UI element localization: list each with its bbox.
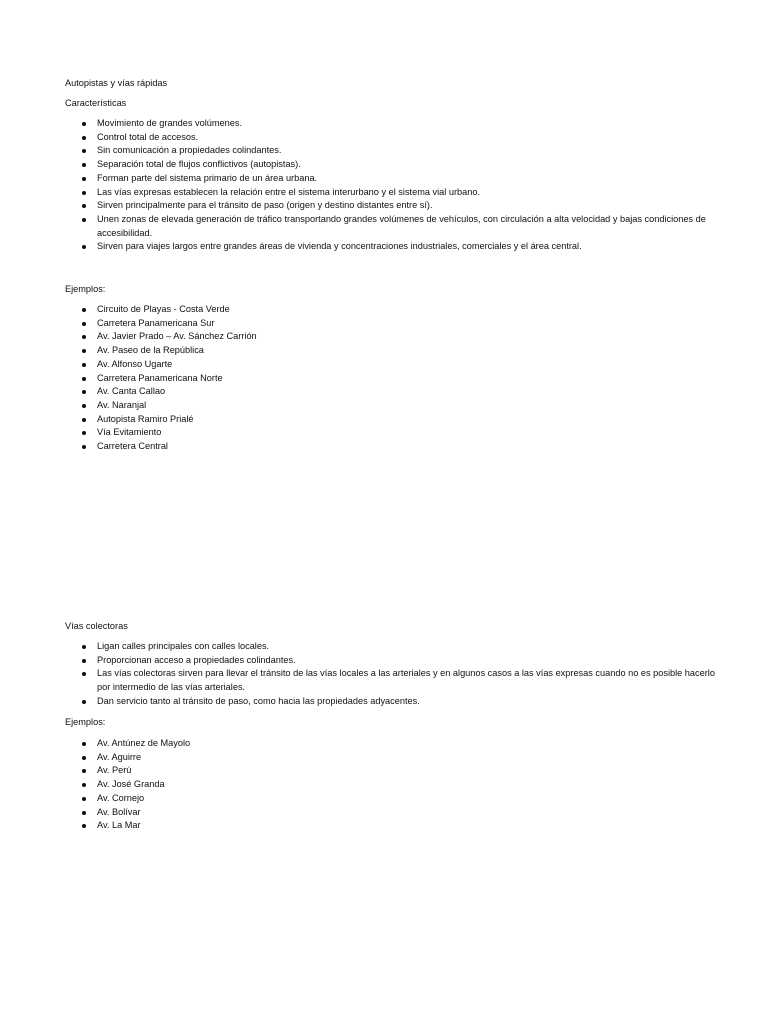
bullet-icon bbox=[82, 700, 86, 704]
bullet-icon bbox=[82, 218, 86, 222]
list-item bbox=[65, 303, 715, 317]
characteristics-list-block bbox=[65, 117, 715, 254]
bullet-icon bbox=[82, 659, 86, 663]
examples-list bbox=[65, 737, 715, 833]
bullet-icon bbox=[82, 824, 86, 828]
colectoras-examples-label-block bbox=[65, 716, 715, 729]
bullet-icon bbox=[82, 122, 86, 126]
section-title: Vías colectoras bbox=[65, 621, 128, 631]
section-colectoras-title-block bbox=[65, 620, 715, 633]
list-item bbox=[65, 751, 715, 765]
list-item-text: Carretera Panamericana Sur bbox=[97, 317, 215, 328]
bullet-icon bbox=[82, 308, 86, 312]
list-item bbox=[65, 654, 715, 668]
bullet-icon bbox=[82, 811, 86, 815]
list-item bbox=[65, 413, 715, 427]
list-item-text: Carretera Central bbox=[97, 441, 168, 452]
bullet-icon bbox=[82, 349, 86, 353]
list-item bbox=[65, 667, 715, 694]
characteristics-list bbox=[65, 640, 715, 709]
list-item bbox=[65, 819, 715, 833]
characteristics-label-block bbox=[65, 97, 715, 110]
list-item-text: Av. José Granda bbox=[97, 779, 165, 790]
bullet-icon bbox=[82, 136, 86, 140]
bullet-icon bbox=[82, 390, 86, 394]
list-item bbox=[65, 172, 715, 186]
list-item bbox=[65, 213, 715, 240]
list-item bbox=[65, 385, 715, 399]
list-item bbox=[65, 186, 715, 200]
list-item-text: Av. Javier Prado – Av. Sánchez Carrión bbox=[97, 331, 257, 342]
list-item-text: Movimiento de grandes volúmenes. bbox=[97, 118, 243, 128]
bullet-icon bbox=[82, 645, 86, 649]
list-item-text: Av. Antúnez de Mayolo bbox=[97, 738, 191, 748]
list-item-text: Av. Alfonso Ugarte bbox=[97, 358, 173, 369]
bullet-icon bbox=[82, 769, 86, 773]
bullet-icon bbox=[82, 149, 86, 153]
list-item bbox=[65, 199, 715, 213]
bullet-icon bbox=[82, 177, 86, 181]
list-item bbox=[65, 440, 715, 454]
bullet-icon bbox=[82, 404, 86, 408]
list-item bbox=[65, 158, 715, 172]
list-item bbox=[65, 792, 715, 806]
list-item-text: Proporcionan acceso a propiedades colindantes. bbox=[97, 654, 296, 665]
list-item bbox=[65, 358, 715, 372]
examples-label-block bbox=[65, 283, 715, 296]
list-item-text: Av. Canta Callao bbox=[97, 386, 166, 397]
list-item-text: Unen zonas de elevada generación de tráfico transportando grandes volúmenes de vehículos, con circulación a alta velocidad y bajas condiciones de accesibilidad. bbox=[97, 213, 706, 238]
bullet-icon bbox=[82, 418, 86, 422]
bullet-icon bbox=[82, 431, 86, 435]
list-item bbox=[65, 344, 715, 358]
list-item bbox=[65, 131, 715, 145]
list-item-text: Av. Naranjal bbox=[97, 399, 147, 410]
examples-list-block bbox=[65, 303, 715, 454]
bullet-icon bbox=[82, 756, 86, 760]
bullet-icon bbox=[82, 445, 86, 449]
characteristics-label: Características bbox=[65, 98, 127, 108]
list-item-text: Av. Perú bbox=[97, 765, 132, 776]
list-item bbox=[65, 144, 715, 158]
list-item-text: Control total de accesos. bbox=[97, 131, 199, 142]
list-item bbox=[65, 372, 715, 386]
list-item-text: Sirven para viajes largos entre grandes áreas de vivienda y concentraciones industriales, comerciales y el área central. bbox=[97, 241, 582, 252]
characteristics-list bbox=[65, 117, 715, 254]
list-item bbox=[65, 426, 715, 440]
bullet-icon bbox=[82, 377, 86, 381]
colectoras-examples-block bbox=[65, 737, 715, 833]
bullet-icon bbox=[82, 163, 86, 167]
list-item-text: Circuito de Playas - Costa Verde bbox=[97, 304, 230, 314]
list-item-text: Sin comunicación a propiedades colindantes. bbox=[97, 145, 282, 156]
bullet-icon bbox=[82, 322, 86, 326]
list-item-text: Las vías expresas establecen la relación entre el sistema interurbano y el sistema vial urbano. bbox=[97, 186, 481, 197]
list-item-text: Carretera Panamericana Norte bbox=[97, 372, 223, 383]
bullet-icon bbox=[82, 191, 86, 195]
list-item bbox=[65, 640, 715, 654]
bullet-icon bbox=[82, 204, 86, 208]
list-item-text: Av. Bolívar bbox=[97, 806, 141, 817]
list-item bbox=[65, 330, 715, 344]
list-item-text: Av. Aguirre bbox=[97, 751, 142, 762]
bullet-icon bbox=[82, 245, 86, 249]
list-item bbox=[65, 778, 715, 792]
list-item bbox=[65, 695, 715, 709]
examples-label: Ejemplos: bbox=[65, 284, 106, 294]
list-item bbox=[65, 117, 715, 131]
list-item-text: Av. Paseo de la República bbox=[97, 345, 204, 356]
list-item-text: Ligan calles principales con calles locales. bbox=[97, 641, 270, 651]
list-item-text: Av. La Mar bbox=[97, 820, 141, 831]
list-item-text: Sirven principalmente para el tránsito de paso (origen y destino distantes entre sí). bbox=[97, 200, 433, 211]
list-item bbox=[65, 737, 715, 751]
section-autopistas-title-block bbox=[65, 77, 715, 90]
list-item bbox=[65, 317, 715, 331]
list-item-text: Separación total de flujos conflictivos (autopistas). bbox=[97, 159, 301, 170]
section-title: Autopistas y vías rápidas bbox=[65, 78, 168, 88]
list-item-text: Autopista Ramiro Prialé bbox=[97, 413, 194, 424]
list-item-text: Las vías colectoras sirven para llevar el tránsito de las vías locales a las arteriales y en algunos casos a las vías expresas cuando no es posible hacerlo por intermedio de las vías arteriales. bbox=[97, 668, 715, 693]
bullet-icon bbox=[82, 797, 86, 801]
bullet-icon bbox=[82, 335, 86, 339]
bullet-icon bbox=[82, 742, 86, 746]
list-item bbox=[65, 240, 715, 254]
list-item-text: Av. Cornejo bbox=[97, 792, 145, 803]
colectoras-characteristics-block bbox=[65, 640, 715, 709]
list-item-text: Dan servicio tanto al tránsito de paso, como hacia las propiedades adyacentes. bbox=[97, 695, 420, 706]
examples-label: Ejemplos: bbox=[65, 717, 106, 727]
list-item bbox=[65, 806, 715, 820]
list-item bbox=[65, 764, 715, 778]
list-item-text: Vía Evitamiento bbox=[97, 427, 162, 438]
bullet-icon bbox=[82, 363, 86, 367]
examples-list bbox=[65, 303, 715, 454]
bullet-icon bbox=[82, 672, 86, 676]
list-item-text: Forman parte del sistema primario de un área urbana. bbox=[97, 172, 318, 183]
bullet-icon bbox=[82, 783, 86, 787]
list-item bbox=[65, 399, 715, 413]
